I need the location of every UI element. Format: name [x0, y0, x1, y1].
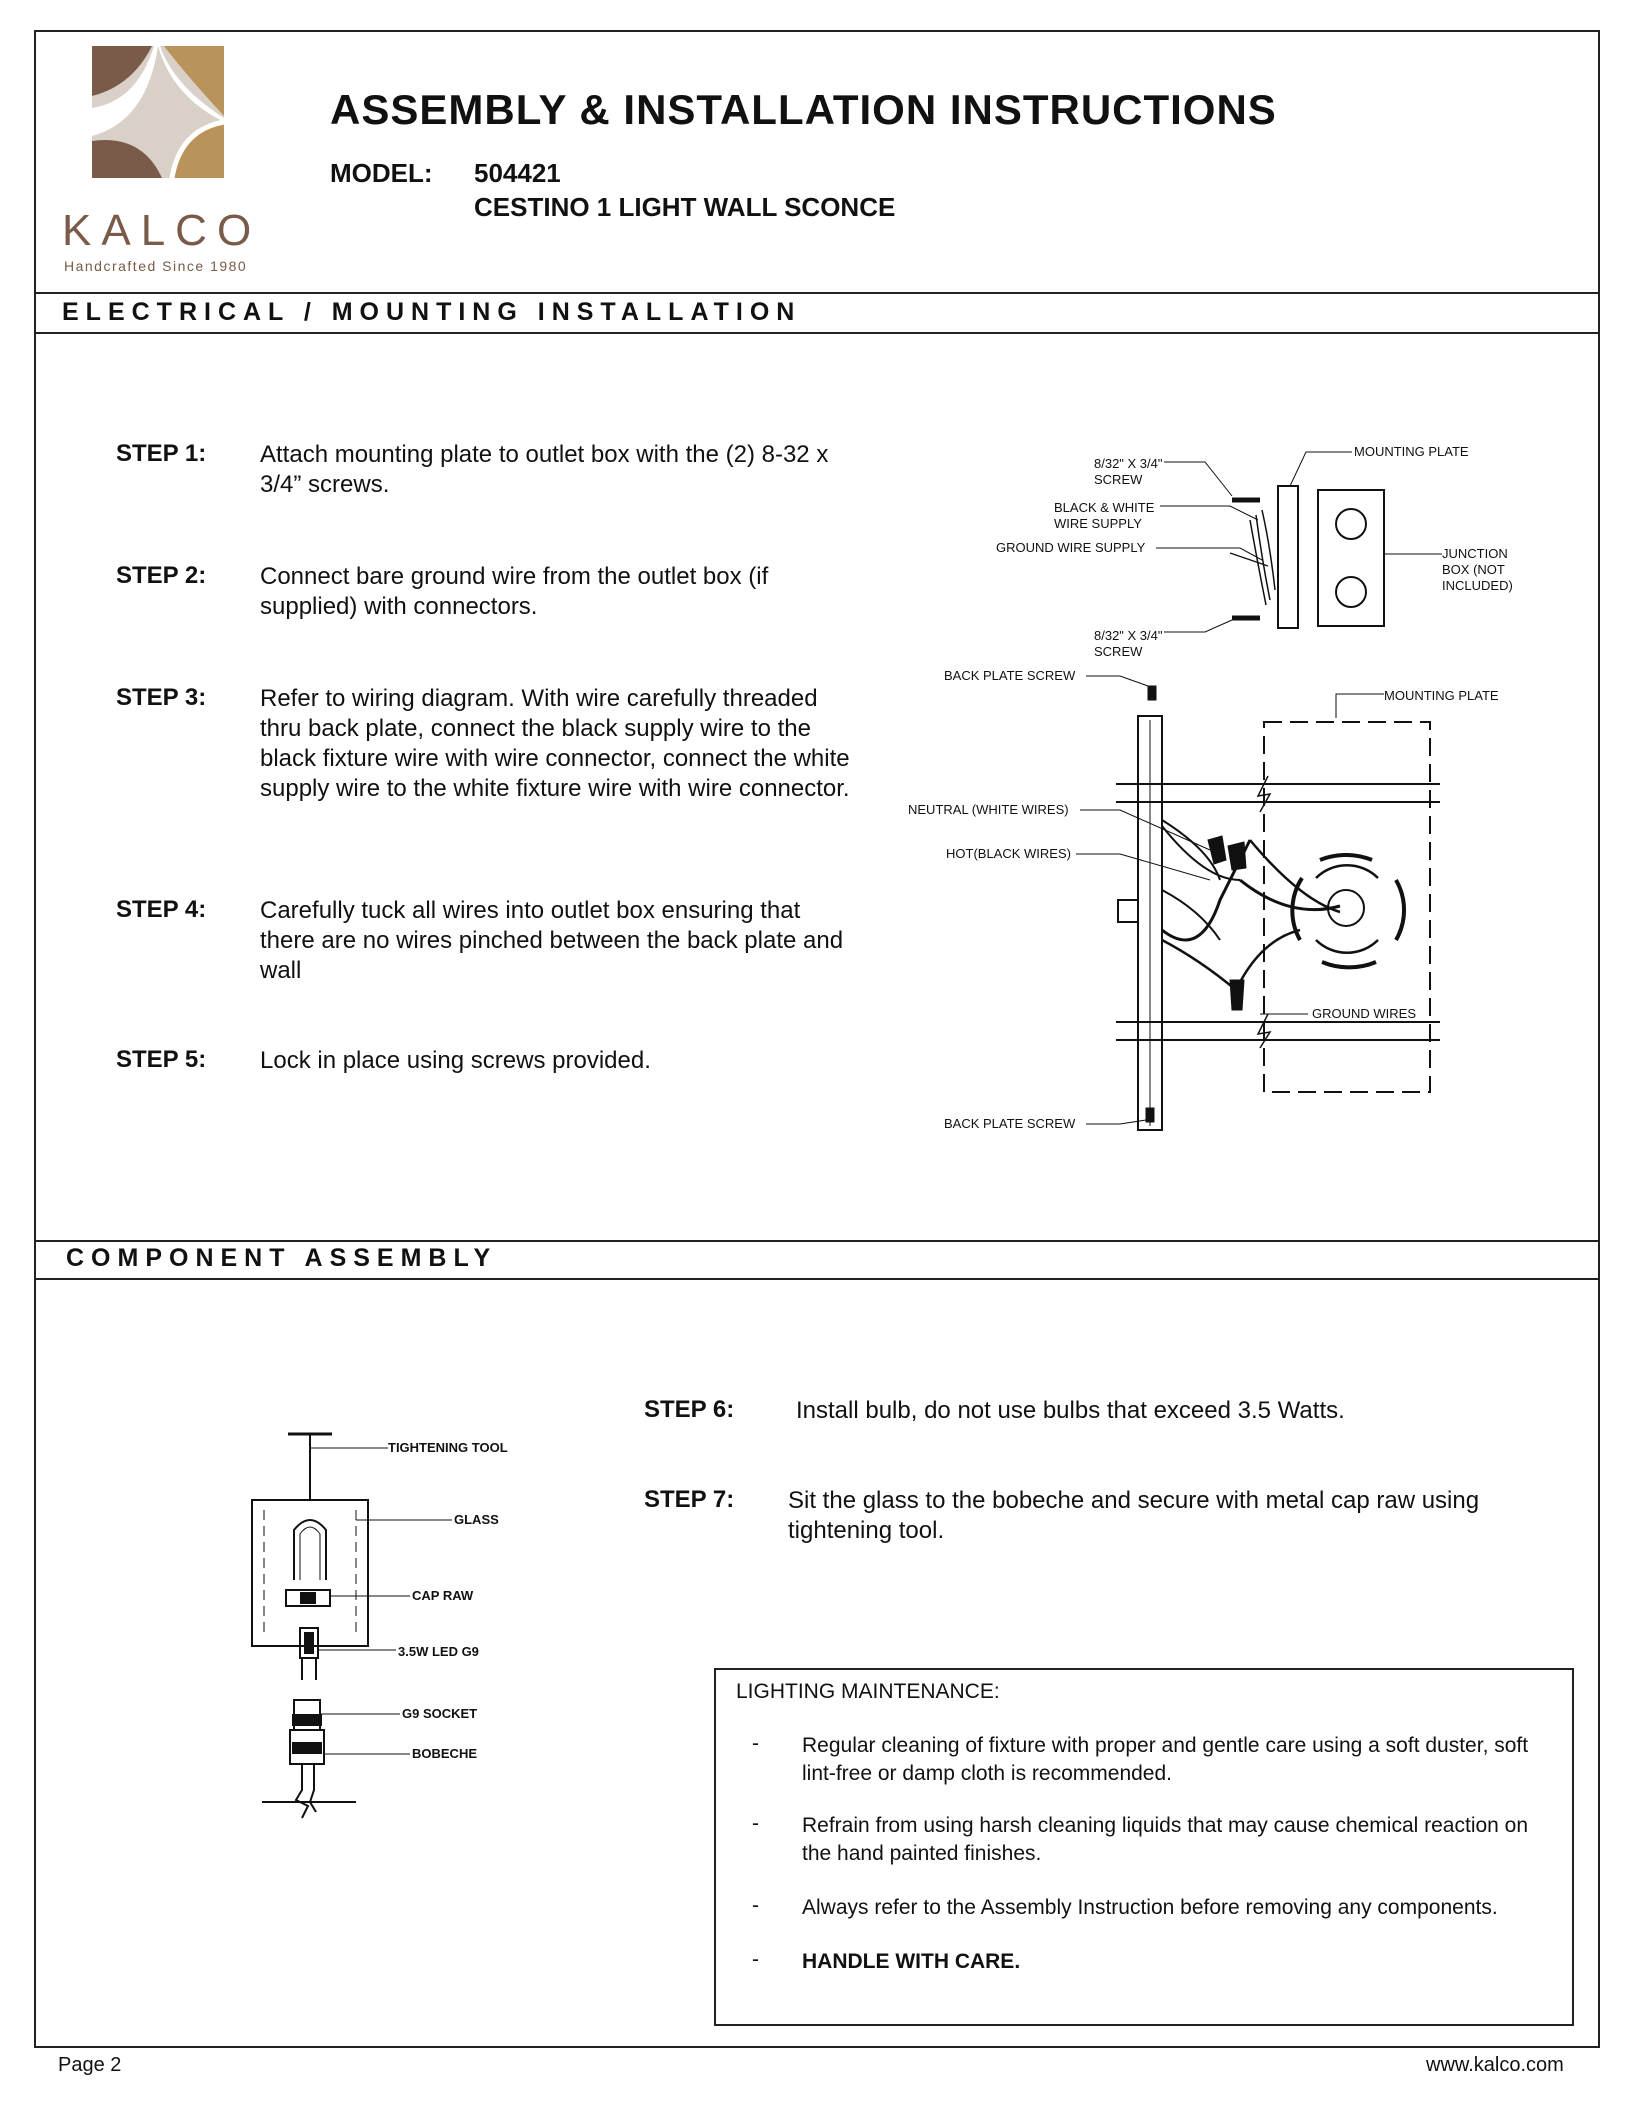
component-label: CAP RAW: [412, 1588, 474, 1603]
diagram-label: GROUND WIRE SUPPLY: [996, 540, 1146, 555]
step-label: STEP 3:: [116, 684, 207, 711]
step-label: STEP 7:: [644, 1486, 735, 1513]
bullet: -: [752, 1732, 759, 1755]
component-label: TIGHTENING TOOL: [388, 1440, 508, 1455]
logo-tagline: Handcrafted Since 1980: [64, 258, 248, 274]
page-number: Page 2: [58, 2054, 122, 2076]
model-name: CESTINO 1 LIGHT WALL SCONCE: [474, 192, 896, 222]
step-label: STEP 1:: [116, 440, 207, 467]
step-text: Refer to wiring diagram. With wire carefully threaded thru back plate, connect the black supply wire to the black fixture wire with wire connector, connect the white supply wire to the white fixture wire with wire connector.: [260, 685, 850, 802]
step-text: Attach mounting plate to outlet box with the (2) 8-32 x 3/4” screws.: [260, 441, 829, 498]
model-label: MODEL:: [330, 158, 433, 188]
model-number: 504421: [474, 158, 561, 188]
maintenance-item: Always refer to the Assembly Instruction before removing any components.: [802, 1896, 1498, 1919]
bullet: -: [752, 1948, 759, 1971]
step-label: STEP 5:: [116, 1046, 207, 1073]
component-label: BOBECHE: [412, 1746, 478, 1761]
maintenance-item: Regular cleaning of fixture with proper and gentle care using a soft duster, soft lint-free or damp cloth is recommended.: [802, 1734, 1529, 1785]
section-title-electrical: ELECTRICAL / MOUNTING INSTALLATION: [62, 298, 802, 326]
step-text: Carefully tuck all wires into outlet box ensuring that there are no wires pinched between the back plate and wall: [260, 897, 844, 984]
maintenance-item: Refrain from using harsh cleaning liquids that may cause chemical reaction on the hand painted finishes.: [802, 1814, 1529, 1865]
diagram-label: BLACK & WHITE WIRE SUPPLY: [1054, 500, 1155, 531]
diagram-label: BACK PLATE SCREW: [944, 1116, 1076, 1131]
diagram-label: GROUND WIRES: [1312, 1006, 1416, 1021]
step-label: STEP 2:: [116, 562, 207, 589]
diagram-label: BACK PLATE SCREW: [944, 668, 1076, 683]
step-text: Install bulb, do not use bulbs that exceed 3.5 Watts.: [796, 1397, 1345, 1424]
diagram-label: JUNCTION BOX (NOT INCLUDED): [1442, 546, 1513, 593]
bullet: -: [752, 1812, 759, 1835]
logo-wordmark: KALCO: [62, 206, 262, 255]
component-label: G9 SOCKET: [402, 1706, 478, 1721]
step-text: Connect bare ground wire from the outlet box (if supplied) with connectors.: [260, 563, 769, 620]
step-text: Lock in place using screws provided.: [260, 1047, 651, 1074]
step-label: STEP 4:: [116, 896, 207, 923]
section-title-component: COMPONENT ASSEMBLY: [66, 1244, 498, 1272]
page-title: ASSEMBLY & INSTALLATION INSTRUCTIONS: [330, 86, 1277, 133]
website-link[interactable]: www.kalco.com: [1426, 2054, 1564, 2076]
diagram-label: 8/32" X 3/4" SCREW: [1094, 456, 1163, 487]
component-label: GLASS: [454, 1512, 499, 1527]
maintenance-title: LIGHTING MAINTENANCE:: [736, 1680, 1000, 1703]
diagram-label: NEUTRAL (WHITE WIRES): [908, 802, 1069, 817]
component-label: 3.5W LED G9: [398, 1644, 479, 1659]
bullet: -: [752, 1894, 759, 1917]
maintenance-item: HANDLE WITH CARE.: [802, 1950, 1021, 1973]
step-label: STEP 6:: [644, 1396, 735, 1423]
diagram-label: MOUNTING PLATE: [1384, 688, 1499, 703]
diagram-label: HOT(BLACK WIRES): [946, 846, 1071, 861]
diagram-label: MOUNTING PLATE: [1354, 444, 1469, 459]
step-text: Sit the glass to the bobeche and secure with metal cap raw using tightening tool.: [788, 1487, 1480, 1544]
diagram-label: 8/32" X 3/4" SCREW: [1094, 628, 1163, 659]
